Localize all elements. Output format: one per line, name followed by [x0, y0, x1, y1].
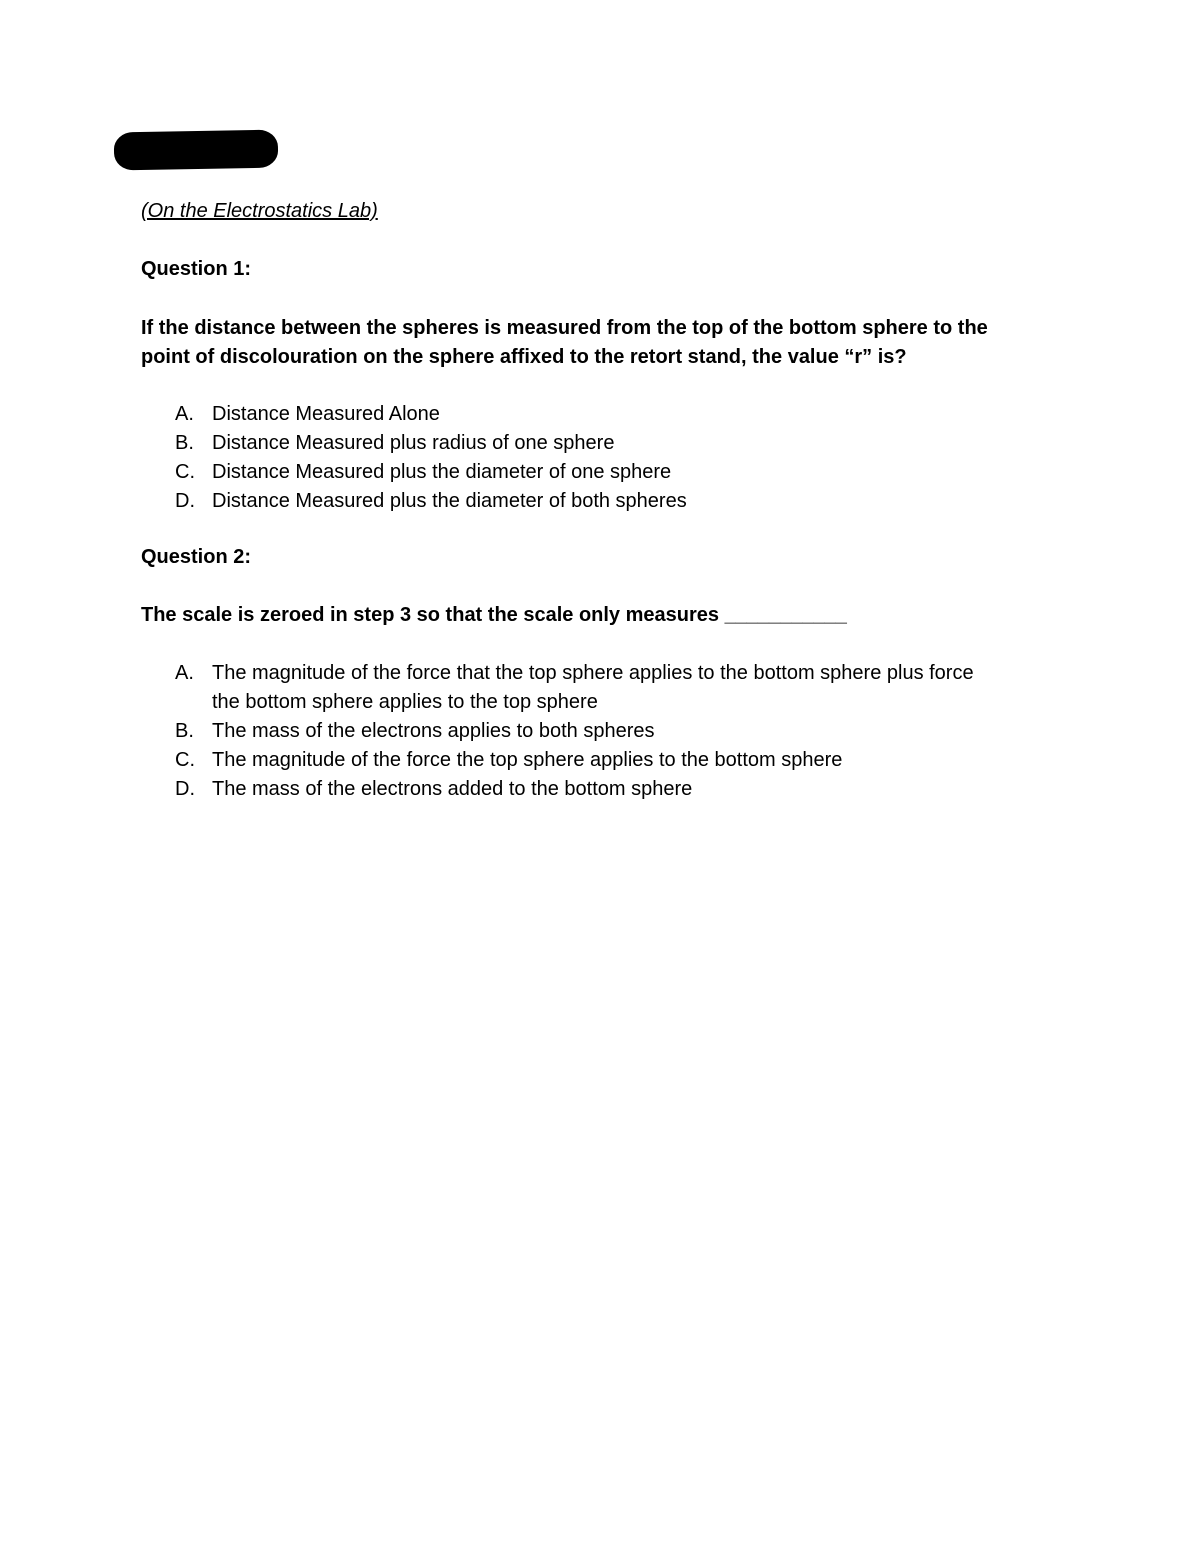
option-letter: D.: [175, 490, 195, 512]
option-letter: B.: [175, 432, 194, 454]
option-text: Distance Measured Alone: [212, 403, 440, 425]
question-1-heading: Question 1:: [141, 258, 252, 280]
question-2-prompt: [141, 601, 847, 630]
option-text: Distance Measured plus radius of one sphere: [212, 432, 615, 454]
option-text: The magnitude of the force the top sphere applies to the bottom sphere: [212, 749, 843, 771]
question-1-prompt: [141, 314, 988, 372]
document-subtitle: (On the Electrostatics Lab): [141, 200, 378, 222]
option-text: Distance Measured plus the diameter of both spheres: [212, 490, 687, 512]
question-2-option-a: [0, 659, 1200, 717]
option-letter: A.: [175, 662, 194, 684]
question-2-prompt-line: The scale is zeroed in step 3 so that the scale only measures ___________: [141, 604, 847, 626]
question-2-options: [0, 659, 1200, 804]
option-text: The mass of the electrons applies to both spheres: [212, 720, 655, 742]
question-1-prompt-line: If the distance between the spheres is measured from the top of the bottom sphere to the: [141, 317, 988, 339]
question-2-option-b: [0, 717, 1200, 746]
option-letter: A.: [175, 403, 194, 425]
option-letter: C.: [175, 749, 195, 771]
redacted-name-block: [114, 130, 279, 171]
question-1-prompt-line: point of discolouration on the sphere affixed to the retort stand, the value “r” is?: [141, 346, 907, 368]
option-text: The mass of the electrons added to the bottom sphere: [212, 778, 693, 800]
question-2-heading: Question 2:: [141, 546, 252, 568]
question-2-option-d: [0, 775, 1200, 804]
option-text: Distance Measured plus the diameter of one sphere: [212, 461, 672, 483]
option-text: The magnitude of the force that the top sphere applies to the bottom sphere plus force: [212, 662, 974, 684]
question-1-option-d: [0, 487, 1200, 516]
question-1-option-c: [0, 458, 1200, 487]
question-1-option-a: [0, 400, 1200, 429]
question-1-option-b: [0, 429, 1200, 458]
question-1-options: [0, 400, 1200, 516]
option-letter: B.: [175, 720, 194, 742]
option-text-continuation: the bottom sphere applies to the top sphere: [212, 691, 598, 713]
question-2-option-c: [0, 746, 1200, 775]
option-letter: D.: [175, 778, 195, 800]
option-letter: C.: [175, 461, 195, 483]
